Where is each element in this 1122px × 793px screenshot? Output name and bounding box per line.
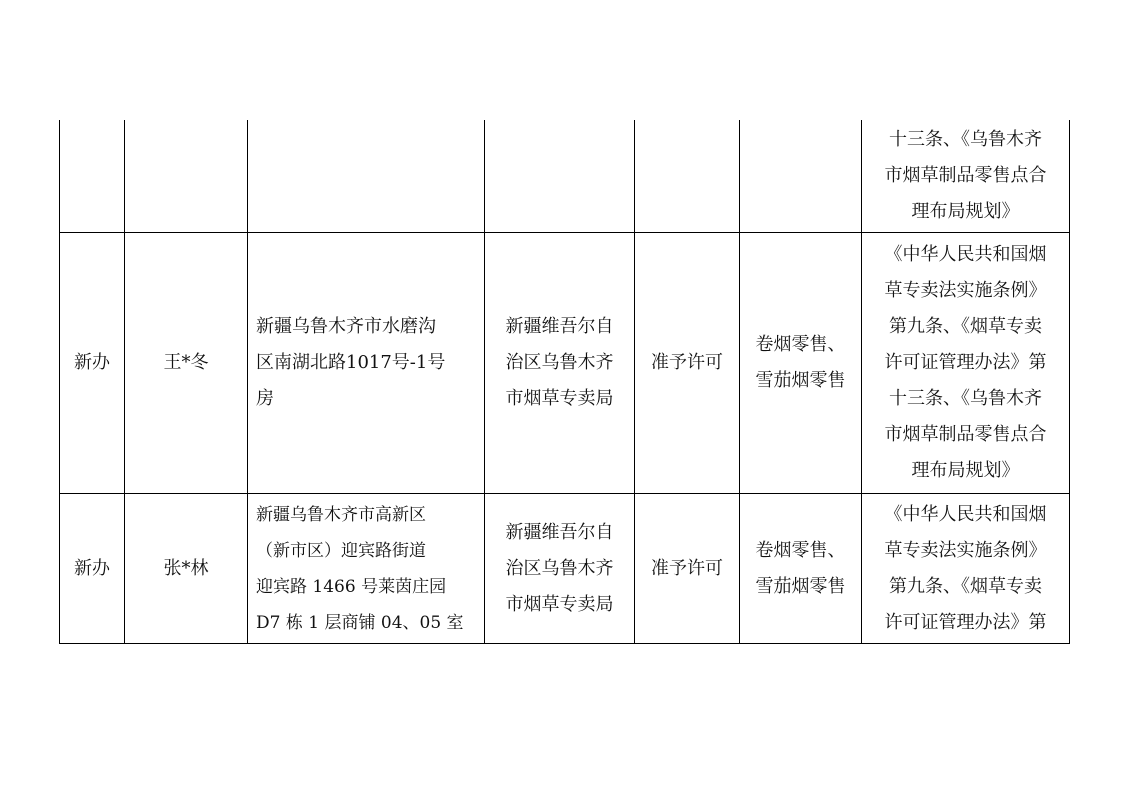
table-cell-type: 新办 (74, 352, 110, 373)
table-cell-legal-basis: 《中华人民共和国烟 草专卖法实施条例》 第九条、《烟草专卖 许可证管理办法》第 十三条、《乌鲁木齐 市烟草制品零售点合 理布局规划》 (884, 244, 1047, 481)
table-cell-decision: 准予许可 (651, 352, 723, 373)
column-divider (1069, 120, 1070, 644)
table-cell-authority: 新疆维吾尔自 治区乌鲁木齐 市烟草专卖局 (505, 316, 614, 409)
table-cell-name: 张*林 (163, 557, 209, 579)
table-cell-scope: 卷烟零售、 雪茄烟零售 (755, 539, 846, 597)
legal-basis-text: 十三条、《乌鲁木齐 市烟草制品零售点合 理布局规划》 (884, 129, 1047, 222)
table-cell-legal-basis: 《中华人民共和国烟 草专卖法实施条例》 第九条、《烟草专卖 许可证管理办法》第 (884, 503, 1047, 633)
table-cell-type: 新办 (74, 557, 110, 579)
table-bottom-border (59, 643, 1070, 644)
table-cell-address: 新疆乌鲁木齐市水磨沟 区南湖北路1017号-1号 房 (256, 316, 446, 409)
table-cell-legal-basis (862, 120, 1069, 232)
table-cell-address: 新疆乌鲁木齐市高新区 （新市区）迎宾路街道 迎宾路 1466 号莱茵庄园 D7 栋 1 层商铺 04、05 室 (256, 504, 464, 633)
table-cell-decision: 准予许可 (651, 557, 723, 579)
table-cell-scope: 卷烟零售、 雪茄烟零售 (755, 334, 846, 391)
table-cell-authority: 新疆维吾尔自 治区乌鲁木齐 市烟草专卖局 (505, 521, 614, 615)
table-cell-name: 王*冬 (163, 352, 209, 373)
